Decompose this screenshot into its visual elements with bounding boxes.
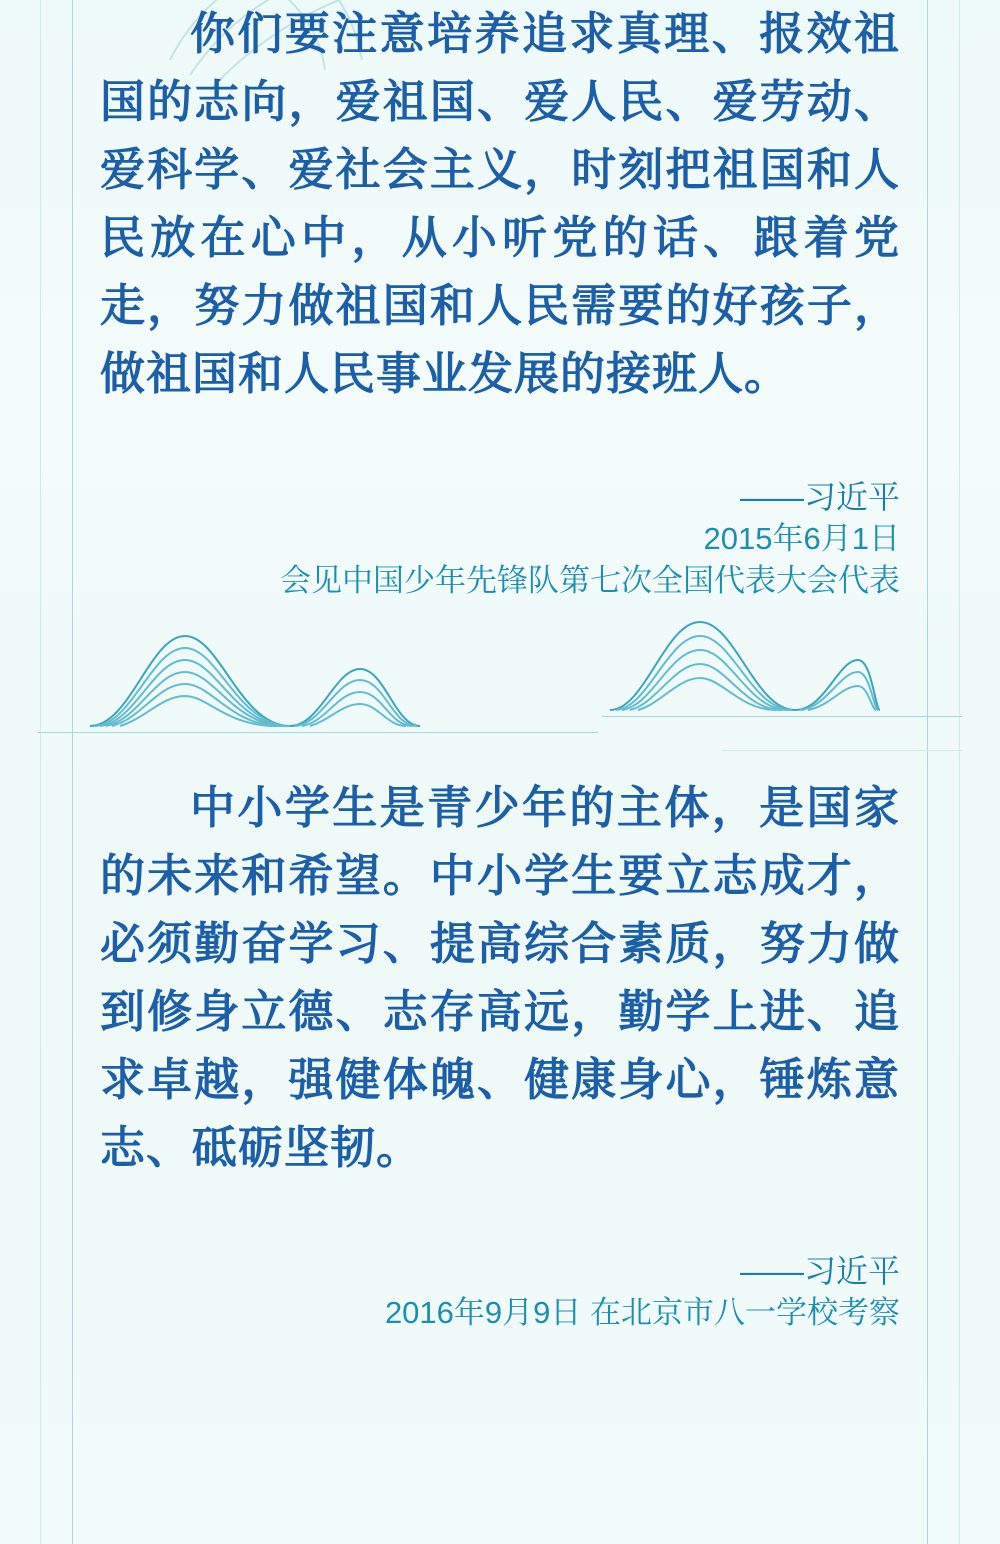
spacer: [100, 408, 900, 468]
poster-content: [100, 0, 900, 1544]
quote-text-2: 中小学生是青少年的主体，是国家的未来和希望。中小学生要立志成才，必须勤奋学习、提高综合素质，努力做到修身立德、志存高远，勤学上进、追求卓越，强健体魄、健康身心，锤炼意志、砥砺坚韧。: [100, 782, 900, 1173]
spacer: [100, 1182, 900, 1242]
divider-line-left: [38, 732, 598, 733]
quote-attribution-2: [100, 1250, 900, 1334]
quote-text-1: 你们要注意培养追求真理、报效祖国的志向，爱祖国、爱人民、爱劳动、爱科学、爱社会主义，时刻把祖国和人民放在心中，从小听党的话、跟着党走，努力做祖国和人民需要的好孩子，做祖国和人民事业发展的接班人。: [100, 8, 900, 399]
divider-line-right-secondary: [722, 750, 962, 751]
quote-block-1: [100, 0, 900, 602]
quote-author-1: ——习近平: [739, 479, 900, 515]
quote-block-2: [100, 774, 900, 1334]
frame-line-right-inner: [927, 0, 928, 1544]
quote-date-1: 2015年6月1日: [703, 521, 900, 556]
mountain-right-icon: [610, 610, 880, 720]
frame-line-right-outer: [959, 0, 960, 1544]
quote-author-2: ——习近平: [739, 1253, 900, 1289]
frame-line-left-inner: [72, 0, 73, 1544]
section-divider: [100, 620, 900, 770]
divider-line-right: [602, 716, 962, 717]
quote-date-occasion-2: 2016年9月9日 在北京市八一学校考察: [384, 1295, 900, 1330]
frame-line-left-outer: [40, 0, 41, 1544]
quote-occasion-1: 会见中国少年先锋队第七次全国代表大会代表: [280, 563, 900, 598]
quote-attribution-1: [100, 476, 900, 602]
mountain-left-icon: [90, 614, 420, 734]
